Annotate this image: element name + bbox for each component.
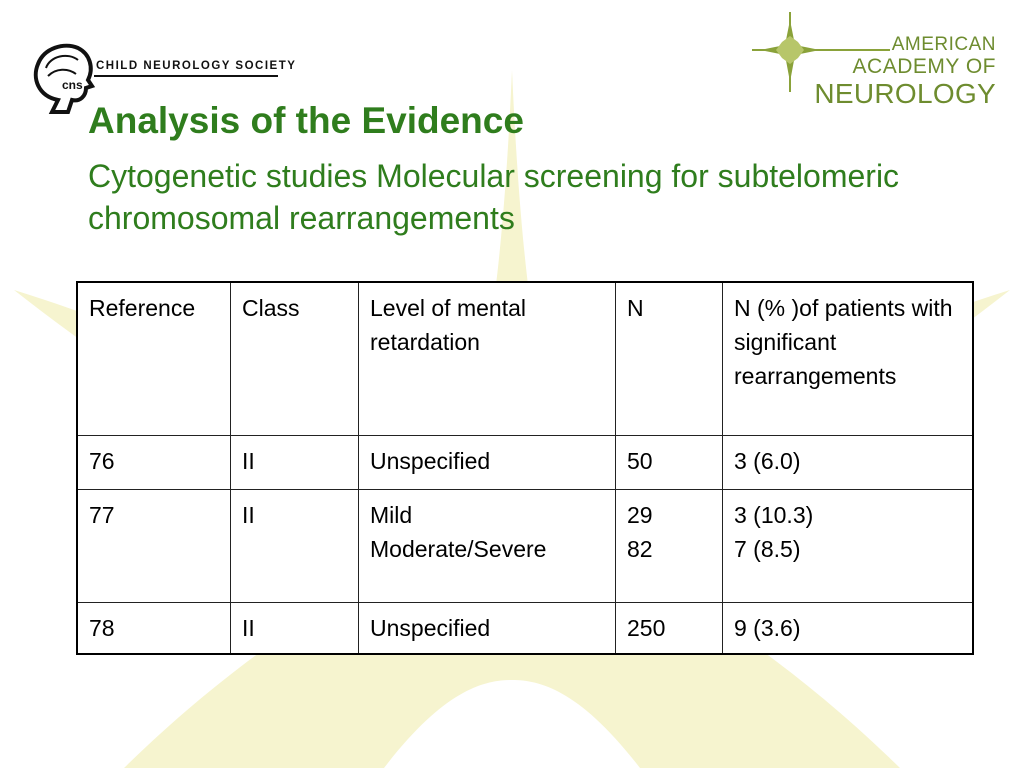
table-row [77,602,973,654]
cell-class: II [231,489,359,602]
cell-reference: 78 [77,602,231,654]
evidence-table [76,281,974,655]
cell-n: 250 [616,602,723,654]
cns-logo-text: CHILD NEUROLOGY SOCIETY [96,60,297,72]
header-patients: N (% )of patients with significant rearrangements [723,282,974,435]
cell-level: Unspecified [359,435,616,489]
slide-title: Analysis of the Evidence [88,100,524,141]
cell-class: II [231,602,359,654]
cell-level [359,489,616,602]
cell-patients [723,489,974,602]
cell-patients-line: 7 (8.5) [734,535,801,562]
cell-patients-line: 3 (10.3) [734,501,814,528]
header-reference: Reference [77,282,231,435]
header-n: N [616,282,723,435]
cell-n-line: 82 [627,535,653,562]
cell-reference: 76 [77,435,231,489]
cell-n-line: 29 [627,501,653,528]
cell-patients: 3 (6.0) [723,435,974,489]
table-row [77,489,973,602]
table-header-row [77,282,973,435]
cell-n: 50 [616,435,723,489]
cell-n [616,489,723,602]
cell-class: II [231,435,359,489]
aan-logo-line-1: AMERICAN [891,34,996,55]
cell-level: Unspecified [359,602,616,654]
cell-level-line: Moderate/Severe [370,535,547,562]
cell-level-line: Mild [370,501,413,528]
cell-reference: 77 [77,489,231,602]
aan-logo-line-3: NEUROLOGY [814,78,996,109]
cell-patients: 9 (3.6) [723,602,974,654]
cns-mark-text: cns [62,78,83,92]
header-level: Level of mental retardation [359,282,616,435]
table-row [77,435,973,489]
header-class: Class [231,282,359,435]
slide-subtitle: Cytogenetic studies Molecular screening for subtelomeric chromosomal rearrangements [88,158,900,236]
aan-logo-line-2: ACADEMY OF [852,55,996,78]
